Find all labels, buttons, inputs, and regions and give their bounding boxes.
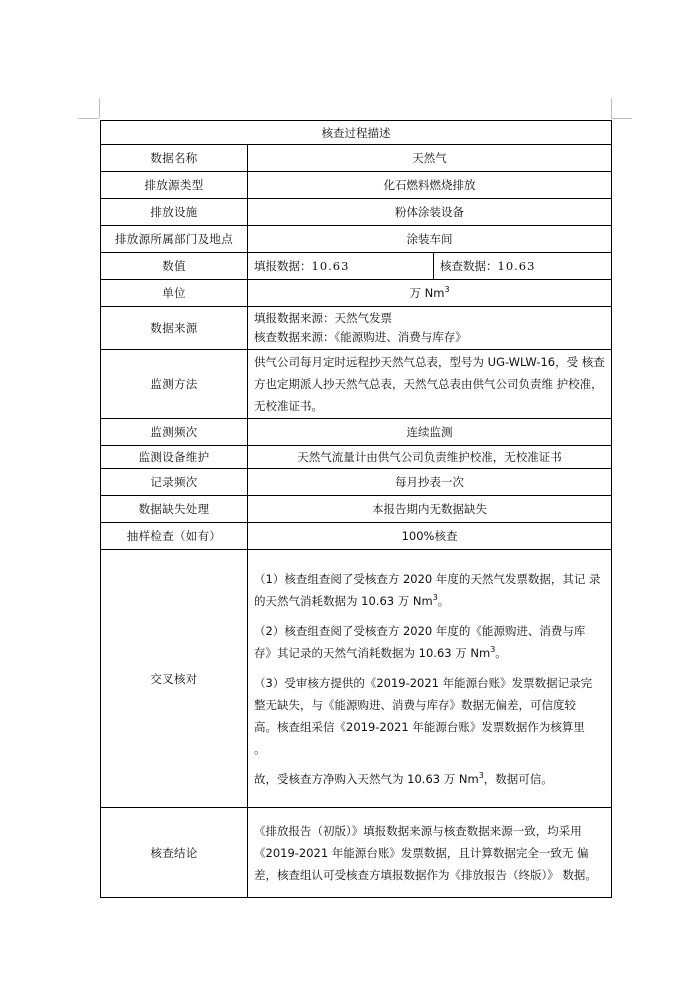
- reported-value: 10.63: [311, 259, 350, 273]
- table-row: [101, 523, 612, 550]
- table-row: [101, 145, 612, 172]
- data-source-cell: [248, 307, 612, 350]
- row-label: 排放源类型: [101, 172, 248, 199]
- table-row: [101, 808, 612, 898]
- row-value: 天然气: [248, 145, 612, 172]
- crop-mark: [611, 98, 612, 118]
- row-label: 交叉核对: [101, 550, 248, 808]
- verified-value: 10.63: [497, 259, 536, 273]
- verified-value-cell: [434, 253, 612, 280]
- table-row: [101, 496, 612, 523]
- verified-label: 核查数据：: [440, 259, 498, 273]
- row-label: 单位: [101, 280, 248, 307]
- verified-source: 核查数据来源：《能源购进、消费与库存》: [254, 330, 467, 344]
- table-row: [101, 253, 612, 280]
- row-label: 排放设施: [101, 199, 248, 226]
- table-row: [101, 199, 612, 226]
- crop-mark: [78, 118, 99, 119]
- table-row: [101, 226, 612, 253]
- table-row: [101, 550, 612, 808]
- reported-source: 填报数据来源：天然气发票: [254, 311, 392, 325]
- row-label: 核查结论: [101, 808, 248, 898]
- cross-check-cell: [248, 550, 612, 808]
- crop-mark: [99, 98, 100, 118]
- reported-label: 填报数据：: [254, 259, 312, 273]
- row-value: 化石燃料燃烧排放: [248, 172, 612, 199]
- table-title-row: [101, 121, 612, 145]
- cross-check-item-3a: （3）受审核方提供的《2019-2021 年能源台账》发票数据记录完 整无缺失，与《能源购进、消费与库存》数据无偏差，可信度较: [254, 675, 593, 712]
- row-value: 100%核查: [248, 523, 612, 550]
- unit-text: 万 Nm: [409, 286, 445, 300]
- cross-check-item-1: （1）核查组查阅了受核查方 2020 年度的天然气发票数据，其记 录的天然气消耗数据为 10.63 万 Nm$^3$。: [254, 571, 601, 608]
- row-label: 监测方法: [101, 350, 248, 419]
- crop-mark: [611, 118, 632, 119]
- row-value: 连续监测: [248, 419, 612, 446]
- table-row: [101, 350, 612, 419]
- row-label: 记录频次: [101, 469, 248, 496]
- row-label: 数据名称: [101, 145, 248, 172]
- row-label: 监测频次: [101, 419, 248, 446]
- row-label: 监测设备维护: [101, 446, 248, 469]
- row-label: 排放源所属部门及地点: [101, 226, 248, 253]
- row-label: 数据缺失处理: [101, 496, 248, 523]
- unit-superscript: 3: [444, 285, 450, 295]
- reported-value-cell: [248, 253, 434, 280]
- monitoring-method-text: 供气公司每月定时远程抄天然气总表，型号为 UG-WLW-16，受 核查方也定期派人抄天然气总表，天然气总表由供气公司负责维 护校准，无校准证书。: [248, 350, 612, 419]
- cross-check-item-2: （2）核查组查阅了受核查方 2020 年度的《能源购进、消费与库 存》其记录的天然气消耗数据为 10.63 万 Nm$^3$。: [254, 623, 586, 660]
- row-value: 本报告期内无数据缺失: [248, 496, 612, 523]
- row-value: 天然气流量计由供气公司负责维护校准，无校准证书: [248, 446, 612, 469]
- cross-check-conclusion: 故，受核查方净购入天然气为 10.63 万 Nm$^3$，数据可信。: [254, 770, 553, 786]
- table-row: [101, 172, 612, 199]
- table-row: [101, 280, 612, 307]
- table-row: [101, 446, 612, 469]
- row-value: 粉体涂装设备: [248, 199, 612, 226]
- cross-check-item-3b: 高。核查组采信《2019-2021 年能源台账》发票数据作为核算里: [254, 719, 585, 734]
- row-label: 数据来源: [101, 307, 248, 350]
- row-label: 数值: [101, 253, 248, 280]
- row-value: 每月抄表一次: [248, 469, 612, 496]
- table-title: 核查过程描述: [101, 121, 612, 145]
- row-value: 涂装车间: [248, 226, 612, 253]
- row-label: 抽样检查（如有）: [101, 523, 248, 550]
- table-row: [101, 469, 612, 496]
- verification-process-table: [100, 120, 612, 898]
- cross-check-item-3c: 。: [254, 741, 266, 756]
- table-row: [101, 419, 612, 446]
- conclusion-text: 《排放报告（初版）》填报数据来源与核查数据来源一致，均采用《2019-2021 年能源台账》发票数据，且计算数据完全一致无 偏差，核查组认可受核查方填报数据作为《排放报告（终版）》 数据。: [248, 808, 612, 898]
- unit-value: [248, 280, 612, 307]
- table-row: [101, 307, 612, 350]
